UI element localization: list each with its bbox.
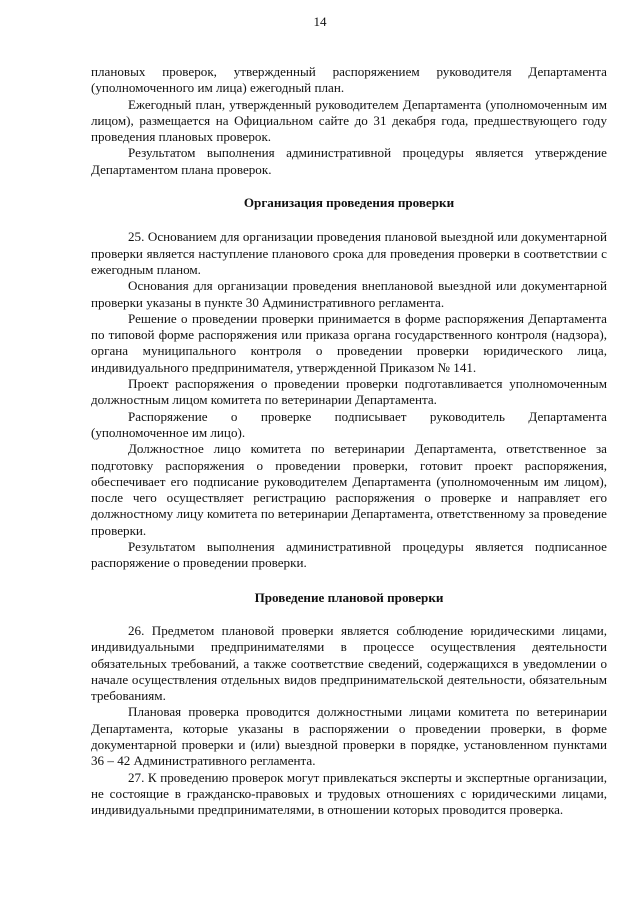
paragraph: Проект распоряжения о проведении проверки подготавливается уполномоченным должностным лицом комитета по ветеринарии Департамента. (91, 376, 607, 408)
paragraph: Результатом выполнения административной процедуры является подписанное распоряжение о проведении проверки. (91, 539, 607, 571)
paragraph: Ежегодный план, утвержденный руководителем Департамента (уполномоченным им лицом), размещается на Официальном сайте до 31 декабря года, предшествующего году проведения плановых проверок. (91, 96, 607, 145)
paragraph: Решение о проведении проверки принимается в форме распоряжения Департамента по типовой форме распоряжения или приказа органа государственного контроля (надзора), органа муниципального контроля о проведении проверки юридического лица, индивидуального предпринимателя, утвержденной Приказом № 141. (91, 310, 607, 375)
paragraph: Плановая проверка проводится должностными лицами комитета по ветеринарии Департамента, которые указаны в распоряжении о проведении проверки, в форме документарной проверки и (или) выездной проверки в порядке, установленном пунктами 36 – 42 Административного регламента. (91, 704, 607, 769)
paragraph: 26. Предметом плановой проверки является соблюдение юридическими лицами, индивидуальными предпринимателями в процессе осуществления деятельности обязательных требований, а также соответствие сведений, содержащихся в уведомлении о начале осуществления отдельных видов предпринимательской деятельности, обязательным требованиям. (91, 622, 607, 704)
section-heading: Организация проведения проверки (243, 195, 455, 211)
section-heading: Проведение плановой проверки (254, 589, 444, 605)
paragraph: Распоряжение о проверке подписывает руководитель Департамента (уполномоченное им лицо). (91, 408, 607, 440)
paragraph: 27. К проведению проверок могут привлекаться эксперты и экспертные организации, не состоящие в гражданско-правовых и трудовых отношениях с юридическими лицами, индивидуальными предпринимателями, в отношении которых проводится проверка. (91, 769, 607, 818)
document-body (91, 64, 607, 818)
continuation-paragraph: плановых проверок, утвержденный распоряжением руководителя Департамента (уполномоченного им лица) ежегодный план. (91, 64, 607, 96)
page-number: 14 (313, 14, 327, 29)
paragraph: Должностное лицо комитета по ветеринарии Департамента, ответственное за подготовку распоряжения о проведении проверки, готовит проект распоряжения, обеспечивает его подписание руководителем Департамента (уполномоченным им лицом), после чего осуществляет регистрацию распоряжения о проверке и направляет его должностному лицу комитета по ветеринарии Департамента, ответственному за проведение проверки. (91, 441, 607, 538)
paragraph: 25. Основанием для организации проведения плановой выездной или документарной проверки является наступление планового срока для проведения проверки в соответствии с ежегодным планом. (91, 229, 607, 277)
paragraph: Основания для организации проведения внеплановой выездной или документарной проверки указаны в пункте 30 Административного регламента. (91, 278, 607, 310)
paragraph: Результатом выполнения административной процедуры является утверждение Департаментом плана проверок. (91, 145, 607, 177)
